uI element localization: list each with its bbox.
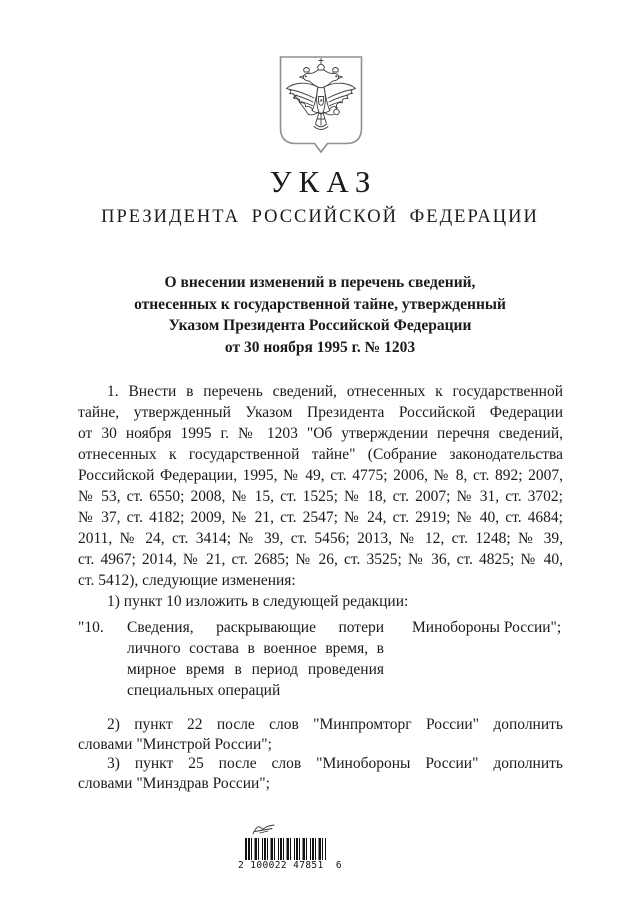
paragraphs-2-3 — [78, 715, 563, 793]
text-line: мирное время в период проведения — [127, 661, 384, 678]
text-line: Указом Президента Российской Федерации — [168, 317, 472, 334]
text-line: ст. 4967; 2014, № 21, ст. 2685; № 26, ст. 3525; № 36, ст. 4825; № 40, — [78, 551, 563, 568]
text-line: О внесении изменений в перечень сведений, — [164, 274, 476, 291]
text-line: 3) пункт 25 после слов "Минобороны России" дополнить — [107, 755, 563, 772]
text-line: 1) пункт 10 изложить в следующей редакции: — [107, 593, 409, 610]
text-line: Российской Федерации, 1995, № 49, ст. 4775; 2006, № 8, ст. 892; 2007, — [78, 467, 563, 484]
item-text — [127, 617, 384, 701]
coat-of-arms — [277, 55, 365, 157]
item-authority: Минобороны России"; — [412, 619, 562, 636]
text-line: Сведения, раскрывающие потери — [127, 619, 384, 636]
text-line: от 30 ноября 1995 г. № 1203 — [224, 338, 416, 356]
text-line: личного состава в военное время, в — [127, 640, 384, 657]
text-line: № 53, ст. 6550; 2008, № 15, ст. 1525; № 18, ст. 2007; № 31, ст. 3702; — [78, 488, 563, 505]
double-headed-eagle-icon — [277, 55, 365, 157]
text-line: специальных операций — [127, 682, 281, 699]
barcode-bars — [245, 838, 326, 860]
text-line: 2011, № 24, ст. 3414; № 39, ст. 5456; 2013, № 12, ст. 1248; № 39, — [78, 530, 563, 547]
text-line: ст. 5412), следующие изменения: — [78, 572, 296, 589]
decree-issuer-subtitle: ПРЕЗИДЕНТА РОССИЙСКОЙ ФЕДЕРАЦИИ — [101, 207, 539, 227]
item-number: "10. — [78, 619, 104, 636]
paragraph-1 — [78, 381, 563, 612]
text-line: № 37, ст. 4182; 2009, № 21, ст. 2547; № 24, ст. 2919; № 40, ст. 4684; — [78, 509, 563, 526]
text-line: 1. Внести в перечень сведений, отнесенных к государственной — [107, 383, 563, 400]
text-line: словами "Минздрав России"; — [78, 774, 270, 792]
barcode-digits: 2 100022 47851 6 — [238, 860, 343, 871]
decree-title: УКАЗ — [269, 164, 378, 199]
text-line: от 30 ноября 1995 г. № 1203 "Об утверждении перечня сведений, — [78, 425, 563, 442]
text-line: словами "Минстрой России"; — [78, 735, 272, 753]
text-line: 2) пункт 22 после слов "Минпромторг России" дополнить — [107, 716, 563, 733]
text-line: отнесенных к государственной тайне" (Собрание законодательства — [78, 446, 563, 463]
decree-subject-heading — [77, 272, 563, 358]
text-line: отнесенных к государственной тайне, утвержденный — [134, 295, 506, 313]
text-line: тайне, утвержденный Указом Президента Российской Федерации — [78, 404, 563, 421]
pen-mark-icon — [252, 824, 278, 836]
amendment-item-10-row — [78, 617, 563, 701]
